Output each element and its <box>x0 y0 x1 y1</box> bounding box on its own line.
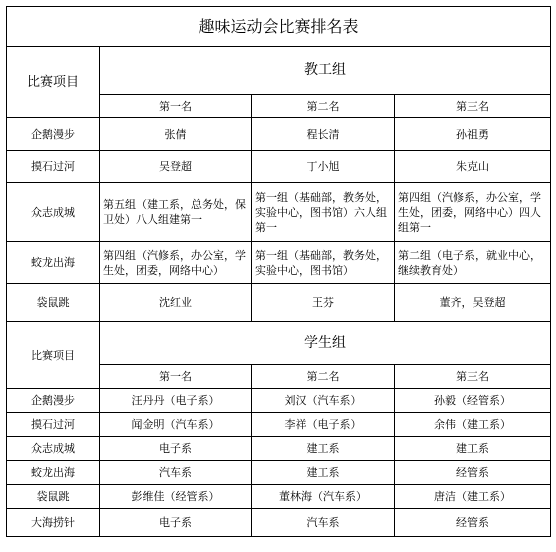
third-place: 董齐，吴登超 <box>395 284 551 322</box>
event-name: 众志成城 <box>7 437 100 461</box>
third-place: 唐洁（建工系） <box>395 485 551 509</box>
third-place: 经管系 <box>395 509 551 537</box>
first-place: 彭维佳（经管系） <box>100 485 252 509</box>
ranking-table-container <box>6 6 551 537</box>
third-place: 建工系 <box>395 437 551 461</box>
event-name: 企鹅漫步 <box>7 389 100 413</box>
table-row <box>7 183 551 242</box>
third-place: 余伟（建工系） <box>395 413 551 437</box>
students-place-3-header: 第三名 <box>395 365 551 389</box>
second-place: 建工系 <box>252 461 395 485</box>
event-name: 大海捞针 <box>7 509 100 537</box>
second-place: 刘汉（汽车系） <box>252 389 395 413</box>
second-place: 第一组（基础部，教务处，实验中心，图书馆） <box>252 242 395 284</box>
table-row <box>7 485 551 509</box>
table-row <box>7 509 551 537</box>
students-place-2-header: 第二名 <box>252 365 395 389</box>
event-name: 蛟龙出海 <box>7 461 100 485</box>
third-place: 孙毅（经管系） <box>395 389 551 413</box>
staff-group-title: 教工组 <box>100 47 551 95</box>
students-event-column-header: 比赛项目 <box>7 322 100 389</box>
staff-event-column-header: 比赛项目 <box>7 47 100 118</box>
third-place: 孙祖勇 <box>395 118 551 151</box>
event-name: 蛟龙出海 <box>7 242 100 284</box>
second-place: 第一组（基础部，教务处，实验中心，图书馆）六人组第一 <box>252 183 395 242</box>
third-place: 经管系 <box>395 461 551 485</box>
first-place: 汪丹丹（电子系） <box>100 389 252 413</box>
third-place: 第四组（汽修系，办公室，学生处，团委，网络中心）四人组第一 <box>395 183 551 242</box>
second-place: 建工系 <box>252 437 395 461</box>
students-group-title: 学生组 <box>100 322 551 365</box>
second-place: 王芬 <box>252 284 395 322</box>
first-place: 沈红业 <box>100 284 252 322</box>
table-row <box>7 389 551 413</box>
event-name: 袋鼠跳 <box>7 284 100 322</box>
third-place: 第二组（电子系，就业中心，继续教育处） <box>395 242 551 284</box>
table-row <box>7 413 551 437</box>
second-place: 丁小旭 <box>252 151 395 183</box>
staff-group-header-row <box>7 47 551 95</box>
staff-place-2-header: 第二名 <box>252 95 395 118</box>
table-row <box>7 118 551 151</box>
table-row <box>7 242 551 284</box>
table-row <box>7 461 551 485</box>
table-row <box>7 437 551 461</box>
first-place: 闻金明（汽车系） <box>100 413 252 437</box>
ranking-table <box>6 6 551 537</box>
third-place: 朱克山 <box>395 151 551 183</box>
first-place: 张倩 <box>100 118 252 151</box>
table-row <box>7 284 551 322</box>
first-place: 电子系 <box>100 509 252 537</box>
table-row <box>7 151 551 183</box>
first-place: 第五组（建工系，总务处，保卫处）八人组建第一 <box>100 183 252 242</box>
event-name: 摸石过河 <box>7 151 100 183</box>
second-place: 汽车系 <box>252 509 395 537</box>
second-place: 程长清 <box>252 118 395 151</box>
event-name: 企鹅漫步 <box>7 118 100 151</box>
event-name: 众志成城 <box>7 183 100 242</box>
first-place: 电子系 <box>100 437 252 461</box>
second-place: 董林海（汽车系） <box>252 485 395 509</box>
title-row <box>7 7 551 47</box>
event-name: 袋鼠跳 <box>7 485 100 509</box>
students-place-1-header: 第一名 <box>100 365 252 389</box>
event-name: 摸石过河 <box>7 413 100 437</box>
first-place: 第四组（汽修系，办公室，学生处，团委，网络中心） <box>100 242 252 284</box>
second-place: 李祥（电子系） <box>252 413 395 437</box>
first-place: 吴登超 <box>100 151 252 183</box>
table-title: 趣味运动会比赛排名表 <box>7 7 551 47</box>
staff-place-1-header: 第一名 <box>100 95 252 118</box>
first-place: 汽车系 <box>100 461 252 485</box>
students-group-header-row <box>7 322 551 365</box>
staff-place-3-header: 第三名 <box>395 95 551 118</box>
